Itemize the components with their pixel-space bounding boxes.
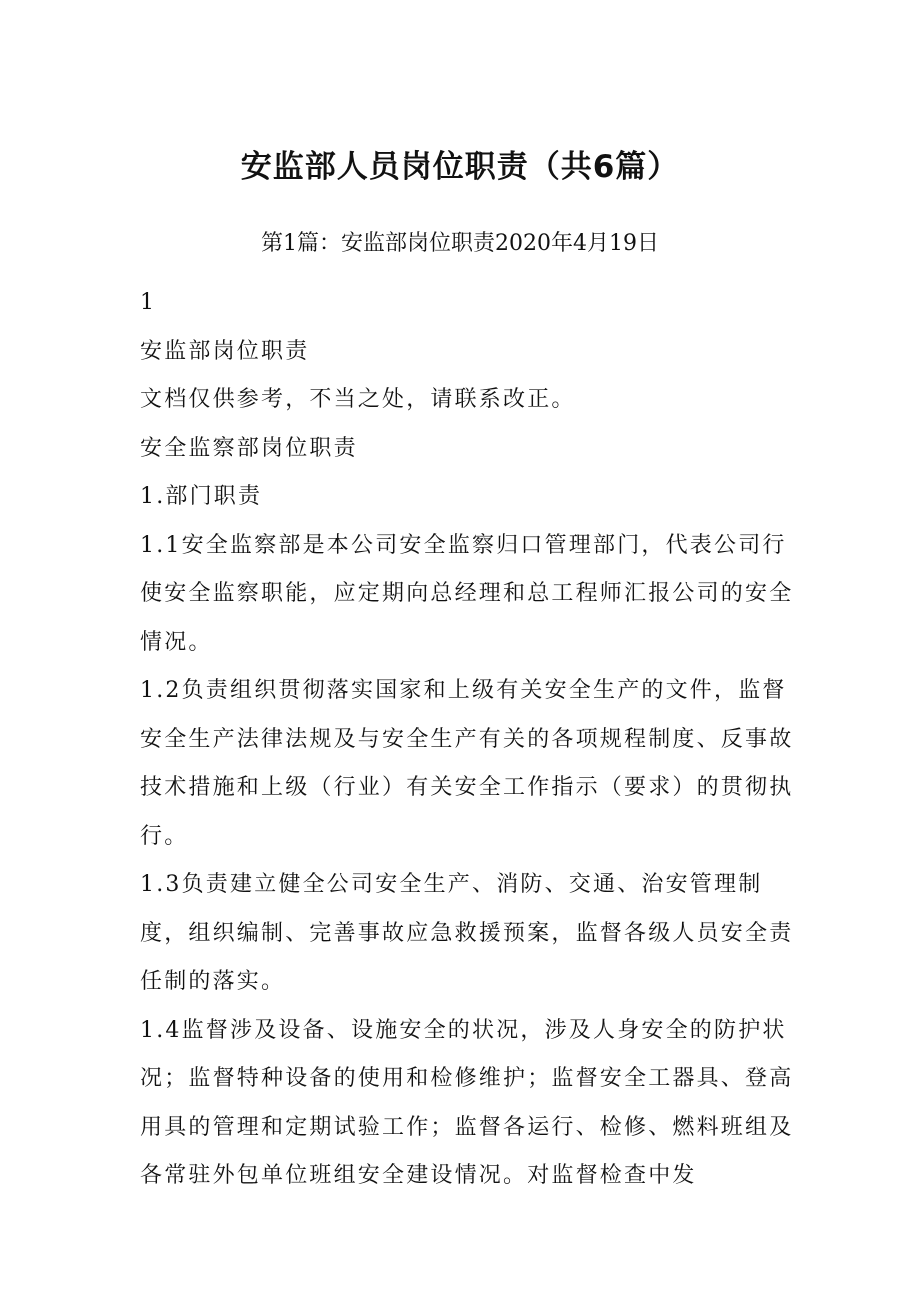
paragraph-1-4: 1.4监督涉及设备、设施安全的状况，涉及人身安全的防护状况；监督特种设备的使用和检修维护；监督安全工器具、登高用具的管理和定期试验工作；监督各运行、检修、燃料班组及各常驻外包单位班组安全建设情况。对监督检查中发	[140, 1017, 794, 1188]
paragraph-section-title: 安全监察部岗位职责	[140, 435, 358, 461]
paragraph-1-3: 1.3负责建立健全公司安全生产、消防、交通、治安管理制度，组织编制、完善事故应急救援预案，监督各级人员安全责任制的落实。	[140, 872, 794, 994]
paragraph-1-1: 1.1安全监察部是本公司安全监察归口管理部门，代表公司行使安全监察职能，应定期向总经理和总工程师汇报公司的安全情况。	[140, 532, 794, 655]
document-title: 安监部人员岗位职责（共6篇）	[240, 149, 680, 185]
paragraph-1-2: 1.2负责组织贯彻落实国家和上级有关安全生产的文件，监督安全生产法律法规及与安全生产有关的各项规程制度、反事故技术措施和上级（行业）有关安全工作指示（要求）的贯彻执行。	[140, 678, 794, 849]
document-body	[140, 279, 800, 1201]
paragraph-disclaimer: 文档仅供参考，不当之处，请联系改正。	[140, 387, 576, 412]
paragraph-dept-duties: 1.部门职责	[140, 484, 263, 509]
paragraph-heading: 安监部岗位职责	[140, 338, 310, 364]
document-subtitle: 第1篇：安监部岗位职责2020年4月19日	[261, 231, 659, 256]
paragraph-page-number: 1	[140, 290, 157, 315]
